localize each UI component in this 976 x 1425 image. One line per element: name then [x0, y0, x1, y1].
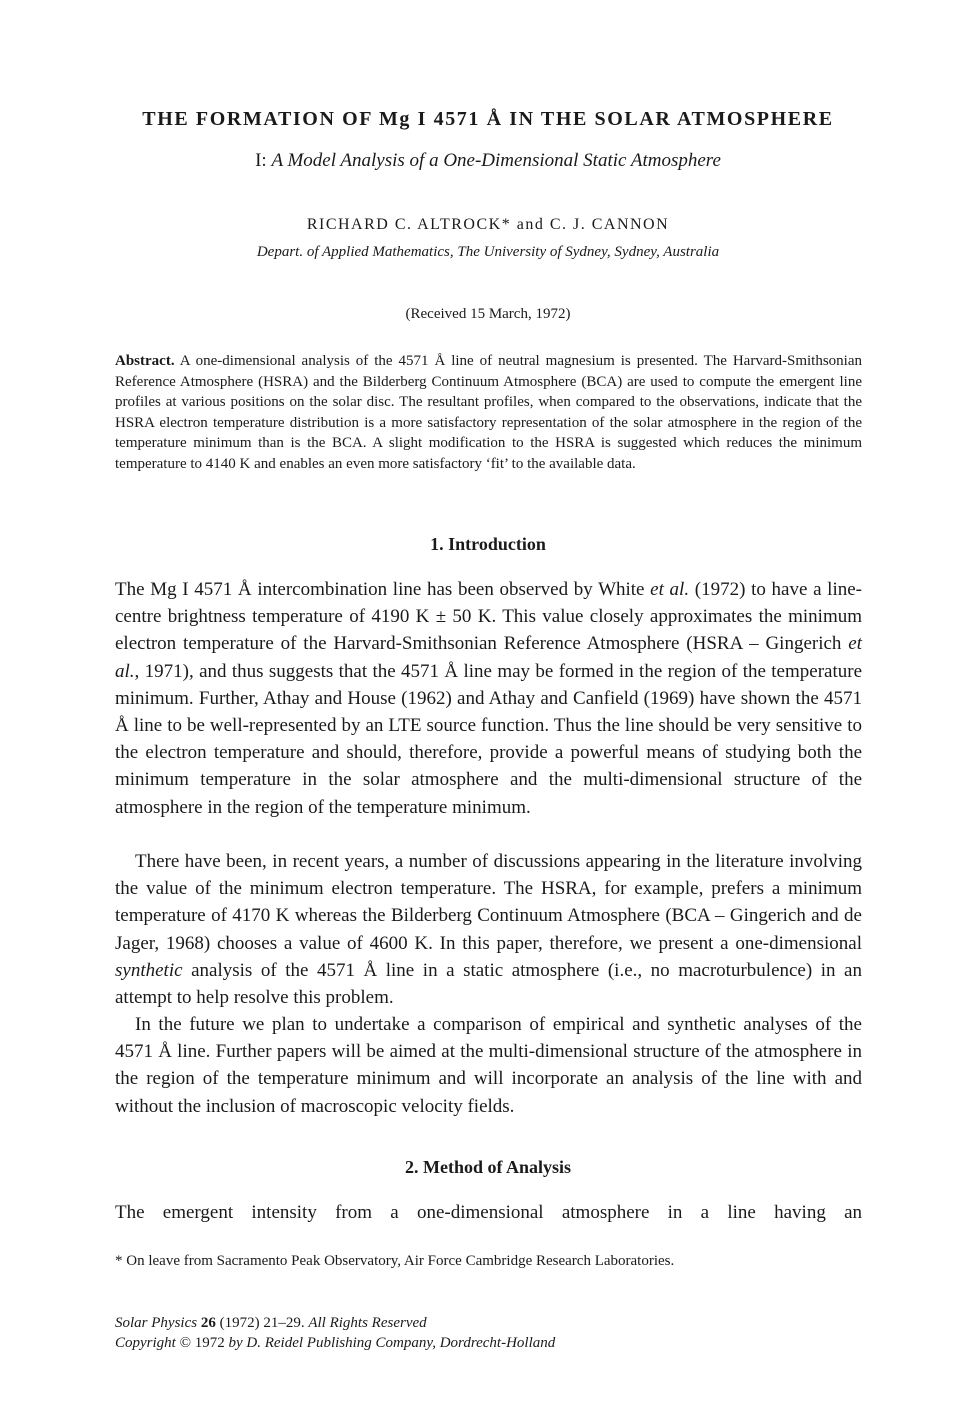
- intro-paragraph-3: [115, 1011, 862, 1120]
- section-heading-method: 2. Method of Analysis: [404, 1157, 572, 1177]
- paper-subtitle: [0, 150, 976, 172]
- text-run: The emergent intensity from a one-dimensional atmosphere in a line having an: [115, 1202, 862, 1223]
- publisher: by D. Reidel Publishing Company, Dordrecht-Holland: [228, 1335, 556, 1351]
- text-run-italic: synthetic: [115, 959, 183, 981]
- text-run-italic: et al.: [115, 633, 862, 682]
- journal-pages: (1972) 21–29.: [215, 1315, 309, 1331]
- method-paragraph-1: [115, 1199, 862, 1226]
- journal-rights: All Rights Reserved: [308, 1315, 427, 1331]
- copyright-symbol: ©: [179, 1335, 191, 1351]
- journal-copyright: [115, 1333, 862, 1353]
- text-run: In the future we plan to undertake a comparison of empirical and synthetic analyses of the 4571 Å line. Further papers will be aimed at the multi-dimensional structure of the atmosphere in the region of the temperature minimum and will incorporate an analysis of the line with and without the inclusion of macroscopic velocity fields.: [115, 1014, 862, 1117]
- subtitle-text: A Model Analysis of a One-Dimensional Static Atmosphere: [271, 150, 721, 171]
- authors: RICHARD C. ALTROCK* and C. J. CANNON: [306, 216, 670, 233]
- intro-paragraph-1: [115, 576, 862, 821]
- text-run: analysis of the 4571 Å line in a static atmosphere (i.e., no macroturbulence) in an attempt to help resolve this problem.: [115, 959, 862, 1009]
- copyright-word: Copyright: [115, 1335, 180, 1351]
- copyright-year: 1972: [191, 1335, 229, 1351]
- received-date: (Received 15 March, 1972): [405, 306, 571, 322]
- abstract-text: A one-dimensional analysis of the 4571 Å line of neutral magnesium is presented. The Harvard-Smithsonian Reference Atmosphere (HSRA) and the Bilderberg Continuum Atmosphere (BCA) are used to compute the emergent line profiles at various positions on the solar disc. The resultant profiles, when compared to the observations, indicate that the HSRA electron temperature distribution is a more satisfactory representation of the solar atmosphere in the region of the temperature minimum than is the BCA. A slight modification to the HSRA is suggested which reduces the minimum temperature to 4140 K and enables an even more satisfactory ‘fit’ to the available data.: [115, 353, 862, 472]
- abstract: [115, 351, 862, 474]
- text-run-italic: et al.: [650, 579, 690, 600]
- abstract-label: Abstract.: [115, 353, 175, 369]
- text-run: There have been, in recent years, a number of discussions appearing in the literature involving the value of the minimum electron temperature. The HSRA, for example, prefers a minimum temperature of 4170 K whereas the Bilderberg Continuum Atmosphere (BCA – Gingerich and de Jager, 1968) chooses a value of 4600 K. In this paper, therefore, we present a one-dimensional: [115, 851, 862, 954]
- intro-paragraph-2: [115, 848, 862, 1011]
- text-run: (1972) to have a line-centre brightness temperature of 4190 K ± 50 K. This value closely approximates the minimum electron temperature of the Harvard-Smithsonian Reference Atmosphere (HSRA – Gingerich: [115, 579, 862, 655]
- journal-info: [115, 1313, 862, 1353]
- subtitle-prefix: I:: [255, 150, 272, 171]
- journal-citation: [115, 1313, 862, 1333]
- section-heading-introduction: 1. Introduction: [430, 534, 546, 554]
- affiliation: Depart. of Applied Mathematics, The University of Sydney, Sydney, Australia: [256, 244, 720, 260]
- journal-name: Solar Physics: [115, 1315, 198, 1331]
- footnote: * On leave from Sacramento Peak Observatory, Air Force Cambridge Research Laboratories.: [115, 1253, 675, 1269]
- text-run: , 1971), and thus suggests that the 4571 Å line may be formed in the region of the temperature minimum. Further, Athay and House (1962) and Athay and Canfield (1969) have shown the 4571 Å line to be well-represented by an LTE source function. Thus the line should be very sensitive to the electron temperature and should, therefore, provide a powerful means of studying both the minimum temperature in the solar atmosphere and the multi-dimensional structure of the atmosphere in the region of the temperature minimum.: [115, 660, 862, 818]
- paper-title: THE FORMATION OF Mg I 4571 Å IN THE SOLAR ATMOSPHERE: [142, 108, 834, 130]
- text-run: The Mg I 4571 Å intercombination line has been observed by White: [115, 579, 651, 600]
- journal-volume: 26: [200, 1315, 216, 1331]
